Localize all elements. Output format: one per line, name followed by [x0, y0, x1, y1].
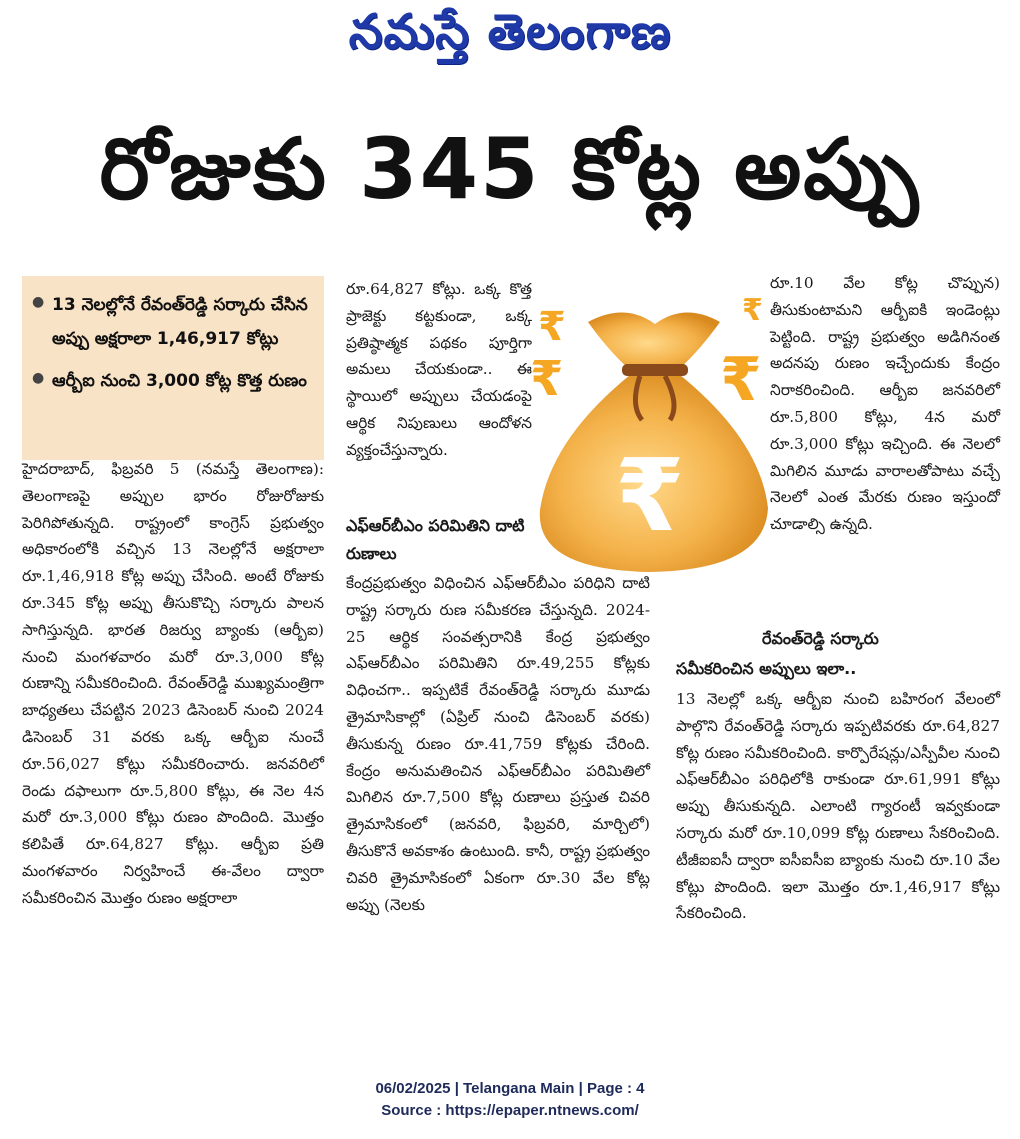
article-column-2-top	[346, 276, 532, 464]
subheading-borrowings	[676, 624, 1000, 684]
highlight-item	[32, 364, 316, 398]
rupee-symbol-icon: ₹	[538, 304, 566, 350]
highlight-text: ఆర్బీఐ నుంచి 3,000 కోట్ల కొత్త రుణం	[52, 371, 307, 391]
money-bag-tie	[622, 364, 688, 376]
bullet-icon: ●	[32, 294, 45, 310]
money-bag-illustration	[530, 280, 780, 580]
footer	[0, 1078, 1020, 1122]
subheading-line-2: సమీకరించిన అప్పులు ఇలా..	[676, 659, 857, 678]
masthead-logo: నమస్తే తెలంగాణ	[348, 4, 672, 60]
headline: రోజుకు 345 కోట్ల అప్పు	[99, 120, 921, 218]
article-column-1	[22, 456, 324, 912]
subheading-frbm: ఎఫ్ఆర్‌బీఎం పరిమితిని దాటి రుణాలు	[346, 516, 525, 563]
bullet-icon: ●	[32, 370, 45, 386]
money-bag-top	[588, 312, 720, 368]
rupee-symbol-icon: ₹	[615, 437, 685, 554]
article-paragraph: రూ.10 వేల కోట్ల చొప్పున) తీసుకుంటామని ఆర్బీఐకి ఇండెంట్లు పెట్టింది. రాష్ట్ర ప్రభుత్వం అడిగినంత అదనపు రుణం ఇచ్చేందుకు కేంద్రం నిరాకరించింది. ఆర్బీఐ జనవరిలో రూ.5,800 కోట్లు, 4న మరో రూ.3,000 కోట్లు ఇచ్చింది. ఈ నెలలో మిగిలిన మూడు వారాలతోపాటు వచ్చే నెలలో ఎంత మేరకు రుణం ఇస్తుందో చూడాల్సి ఉన్నది.	[770, 274, 1000, 534]
article-paragraph: కేంద్రప్రభుత్వం విధించిన ఎఫ్ఆర్‌బీఎం పరిధిని దాటి రాష్ట్ర సర్కారు రుణ సమీకరణ చేస్తున్నది. 2024-25 ఆర్థిక సంవత్సరానికి కేంద్ర ప్రభుత్వం ఎఫ్ఆర్‌బీఎం పరిమితిని రూ.49,255 కోట్లకు విధించగా.. ఇప్పటికే రేవంత్‌రెడ్డి సర్కారు మూడు త్రైమాసికాల్లో (ఏప్రిల్ నుంచి డిసెంబర్ వరకు) తీసుకున్న రుణం రూ.41,759 కోట్లకు చేరింది. కేంద్రం అనుమతించిన ఎఫ్ఆర్‌బీఎం పరిమితిలో మిగిలిన రూ.7,500 కోట్ల రుణాలు ప్రస్తుత చివరి త్రైమాసికంలో (జనవరి, ఫిబ్రవరి, మార్చిలో) తీసుకొనే అవకాశం ఉంటుంది. కానీ, రాష్ట్ర ప్రభుత్వం చివరి త్రైమాసికంలో ఏకంగా రూ.30 వేల కోట్ల అప్పు (నెలకు	[346, 574, 650, 914]
article-column-2-bottom	[346, 570, 650, 918]
rupee-symbol-icon: ₹	[530, 351, 564, 407]
highlight-item	[32, 288, 316, 356]
footer-source-link[interactable]: Source : https://epaper.ntnews.com/	[381, 1102, 639, 1119]
subheading-line-1: రేవంత్‌రెడ్డి సర్కారు	[762, 629, 879, 648]
article-paragraph: రూ.64,827 కోట్లు. ఒక్క కొత్త ప్రాజెక్టు కట్టకుండా, ఒక్క ప్రతిష్ఠాత్మక పథకం పూర్తిగా అమలు చేయకుండా.. ఈ స్థాయిలో అప్పులు చేయడంపై ఆర్థిక నిపుణులు ఆందోళన వ్యక్తంచేస్తున్నారు.	[346, 280, 532, 459]
highlights-box	[22, 276, 324, 460]
article-column-3-top	[770, 270, 1000, 538]
rupee-symbol-icon: ₹	[720, 345, 762, 415]
footer-edition-info: 06/02/2025 | Telangana Main | Page : 4	[375, 1080, 645, 1097]
article-column-3-bottom	[676, 686, 1000, 927]
highlight-text: 13 నెలల్లోనే రేవంత్‌రెడ్డి సర్కారు చేసిన అప్పు అక్షరాలా 1,46,917 కోట్లు	[52, 295, 308, 349]
article-paragraph: హైదరాబాద్, ఫిబ్రవరి 5 (నమస్తే తెలంగాణ): తెలంగాణపై అప్పుల భారం రోజురోజుకు పెరిగిపోతున్నది. రాష్ట్రంలో కాంగ్రెస్ ప్రభుత్వం అధికారంలోకి వచ్చిన 13 నెలల్లోనే అక్షరాలా రూ.1,46,918 కోట్ల అప్పు చేసింది. అంటే రోజుకు రూ.345 కోట్ల అప్పు తీసుకొచ్చి సర్కారు పాలన సాగిస్తున్నది. భారత రిజర్వు బ్యాంకు (ఆర్బీఐ) నుంచి మంగళవారం మరో రూ.3,000 కోట్ల రుణాన్ని సమీకరించింది. రేవంత్‌రెడ్డి ముఖ్యమంత్రిగా బాధ్యతలు చేపట్టిన 2023 డిసెంబర్ నుంచి 2024 డిసెంబర్ 31 వరకు ఒక్క ఆర్బీఐ నుంచే రూ.56,027 కోట్లు సమీకరించారు. జనవరిలో రెండు దఫాలుగా రూ.5,800 కోట్లు, ఈ నెల 4న మరో రూ.3,000 కోట్లు రుణం పొందింది. మొత్తం కలిపితే రూ.64,827 కోట్లు. ఆర్బీఐ ప్రతి మంగళవారం నిర్వహించే ఈ-వేలం ద్వారా సమీకరించిన మొత్తం రుణం అక్షరాలా	[22, 460, 324, 907]
article-paragraph: 13 నెలల్లో ఒక్క ఆర్బీఐ నుంచి బహిరంగ వేలంలో పాల్గొని రేవంత్‌రెడ్డి సర్కారు ఇప్పటివరకు రూ.64,827 కోట్ల రుణం సమీకరించింది. కార్పొరేషన్లు/ఎస్పీవీల నుంచి ఎఫ్ఆర్‌బీఎం పరిధిలోకి రాకుండా రూ.61,991 కోట్లు అప్పు తీసుకున్నది. ఎలాంటి గ్యారంటీ ఇవ్వకుండా సర్కారు మరో రూ.10,099 కోట్ల రుణాలు సేకరించింది. టీజీఐఐసీ ద్వారా ఐసీఐసీఐ బ్యాంకు నుంచి రూ.10 వేల కోట్లు పొందింది. ఇలా మొత్తం రూ.1,46,917 కోట్లు సేకరించింది.	[676, 690, 1000, 923]
rupee-symbol-icon: ₹	[742, 293, 763, 328]
